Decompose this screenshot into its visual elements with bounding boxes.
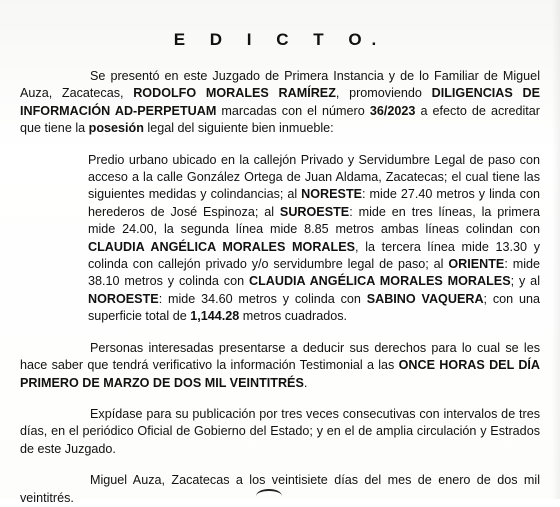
text-run: a efecto de acreditar que tiene la [20, 103, 540, 136]
text-run: : mide 34.60 metros y colinda con [158, 291, 367, 306]
scan-shadow [552, 0, 560, 499]
text-run: , la tercera línea mide 13.30 y colinda con callejón privado y/o servidumbre legal de paso; al [88, 239, 540, 272]
text-run: : mide en tres líneas, la primera mide 24.00, la segunda línea mide 8.85 metros ambas líneas colindan con [88, 204, 540, 237]
text-run: marcadas con el número [216, 103, 370, 118]
posesion-word: posesión [88, 121, 144, 136]
text-run: metros cuadrados. [239, 309, 348, 324]
diligencias-label: DILIGENCIAS DE INFORMACIÓN AD-PERPETUAM [20, 86, 540, 118]
document-title: E D I C T O. [173, 30, 387, 49]
text-run: legal del siguiente bien inmueble: [143, 121, 334, 136]
boundary-noroeste: NOROESTE [88, 291, 159, 306]
neighbor-name: CLAUDIA ANGÉLICA MORALES MORALES [88, 239, 356, 254]
text-run: . [303, 375, 308, 390]
signature-mark [256, 489, 282, 503]
text-run: : mide 38.10 metros y colinda con [88, 257, 541, 289]
paragraph-place-date: Miguel Auza, Zacatecas a los veintisiete días del mes de enero de dos mil veintitrés. [20, 473, 540, 505]
hearing-date: ONCE HORAS DEL DÍA PRIMERO DE MARZO DE DOS MIL VEINTITRÉS [20, 358, 541, 390]
boundary-noreste: NORESTE [301, 187, 363, 202]
boundary-suroeste: SUROESTE [279, 204, 350, 219]
neighbor-name: SABINO VAQUERA [366, 291, 484, 306]
total-area: 1,144.28 [190, 309, 240, 324]
text-run: ; con una superficie total de [88, 291, 540, 324]
text-run: , promoviendo [335, 86, 432, 101]
text-run: : mide 27.40 metros y linda con herederos de José Espinoza; al [88, 187, 540, 219]
paragraph-property-description [20, 152, 540, 326]
text-run: Predio urbano ubicado en la callejón Privado y Servidumbre Legal de paso con acceso a la calle González Ortega de Juan Aldama, Zacatecas; el cual tiene las siguientes medidas y colindancias; al [88, 152, 540, 202]
text-run: Personas interesadas presentarse a deducir sus derechos para lo cual se les hace saber que tendrá verificativo la información Testimonial a las [20, 340, 540, 373]
boundary-oriente: ORIENTE [448, 257, 505, 272]
neighbor-name: CLAUDIA ANGÉLICA MORALES MORALES [248, 274, 511, 289]
case-number: 36/2023 [369, 103, 416, 118]
promovente-name: RODOLFO MORALES RAMÍREZ [133, 86, 336, 101]
paragraph-interested-parties [20, 340, 540, 392]
text-run: Se presentó en este Juzgado de Primera Instancia y de lo Familiar de Miguel Auza, Zacatecas, [20, 69, 540, 101]
paragraph-presentation [20, 68, 540, 138]
text-run: ; y al [510, 274, 540, 289]
paragraph-publication: Expídase para su publicación por tres veces consecutivas con intervalos de tres días, en el periódico Oficial de Gobierno del Estado; y en el de amplia circulación y Estrados de este Juzgado. [20, 406, 540, 456]
